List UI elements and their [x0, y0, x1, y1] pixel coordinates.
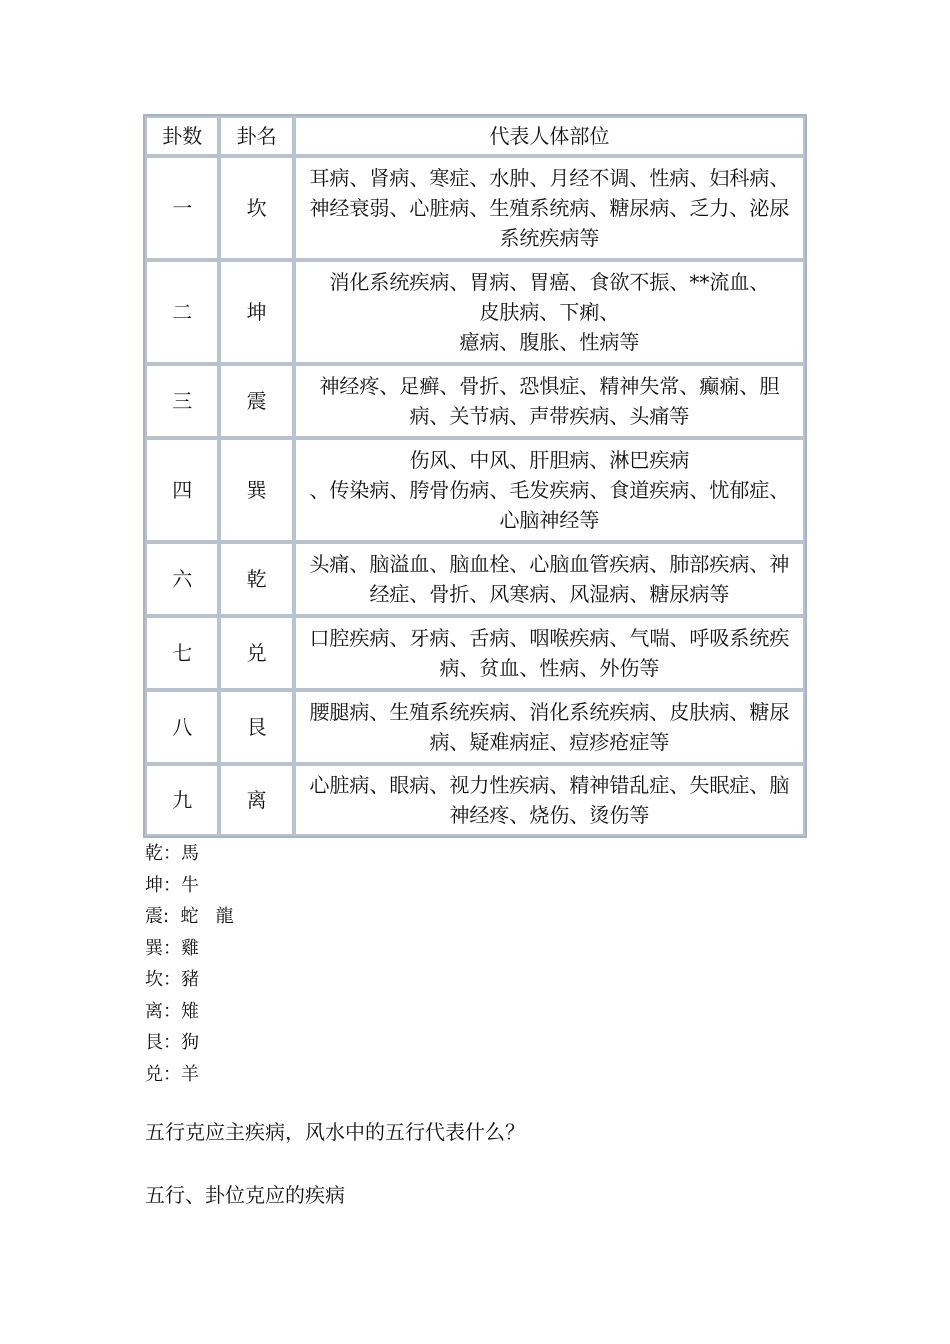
cell-body-part: 耳病、肾病、寒症、水肿、月经不调、性病、妇科病、神经衰弱、心脏病、生殖系统病、糖尿病、乏力、泌尿系统疾病等 [294, 156, 805, 260]
cell-gua-number: 二 [145, 260, 219, 364]
animal-line: 兑：羊 [145, 1063, 199, 1085]
table-row [145, 616, 805, 690]
cell-gua-name: 艮 [219, 690, 293, 764]
cell-gua-name: 坎 [219, 156, 293, 260]
table-row [145, 364, 805, 438]
cell-gua-number: 八 [145, 690, 219, 764]
cell-gua-number: 三 [145, 364, 219, 438]
table-body [145, 156, 805, 836]
animal-line: 震: 蛇 龍 [145, 906, 234, 927]
table-row [145, 260, 805, 364]
table-row [145, 764, 805, 836]
animal-line: 坤：牛 [145, 874, 199, 896]
table-row [145, 438, 805, 542]
trigram-disease-table [143, 114, 807, 838]
trigram-animal-list [145, 838, 545, 1090]
cell-gua-number: 六 [145, 542, 219, 616]
animal-line: 巽：雞 [145, 937, 199, 959]
animal-line: 坎：豬 [145, 969, 199, 990]
cell-gua-number: 一 [145, 156, 219, 260]
cell-body-part: 腰腿病、生殖系统疾病、消化系统疾病、皮肤病、糖尿病、疑难病症、痘疹疮症等 [294, 690, 805, 764]
cell-body-part: 神经疼、足癣、骨折、恐惧症、精神失常、癫痫、胆病、关节病、声带疾病、头痛等 [294, 364, 805, 438]
cell-gua-name: 震 [219, 364, 293, 438]
table-row [145, 690, 805, 764]
animal-line: 离：雉 [145, 1000, 199, 1022]
animal-line: 乾：馬 [145, 843, 199, 864]
cell-body-part: 伤风、中风、肝胆病、淋巴疾病 、传染病、胯骨伤病、毛发疾病、食道疾病、忧郁症、心脑神经等 [294, 438, 805, 542]
cell-gua-name: 坤 [219, 260, 293, 364]
cell-gua-name: 巽 [219, 438, 293, 542]
table-row [145, 542, 805, 616]
paragraph-heading: 五行、卦位克应的疾病 [145, 1183, 345, 1207]
table-row [145, 156, 805, 260]
cell-gua-number: 九 [145, 764, 219, 836]
cell-gua-name: 乾 [219, 542, 293, 616]
cell-gua-number: 七 [145, 616, 219, 690]
paragraph-question: 五行克应主疾病，风水中的五行代表什么？ [145, 1120, 525, 1144]
header-gua-number: 卦数 [145, 116, 219, 156]
cell-body-part: 心脏病、眼病、视力性疾病、精神错乱症、失眠症、脑神经疼、烧伤、烫伤等 [294, 764, 805, 836]
header-body-part: 代表人体部位 [294, 116, 805, 156]
header-gua-name: 卦名 [219, 116, 293, 156]
cell-body-part: 消化系统疾病、胃病、胃癌、食欲不振、**流血、 皮肤病、下痢、 癔病、腹胀、性病等 [294, 260, 805, 364]
cell-gua-name: 离 [219, 764, 293, 836]
table-header-row [145, 116, 805, 156]
cell-body-part: 口腔疾病、牙病、舌病、咽喉疾病、气喘、呼吸系统疾病、贫血、性病、外伤等 [294, 616, 805, 690]
cell-gua-number: 四 [145, 438, 219, 542]
animal-line: 艮：狗 [145, 1032, 199, 1053]
cell-body-part: 头痛、脑溢血、脑血栓、心脑血管疾病、肺部疾病、神经症、骨折、风寒病、风湿病、糖尿病等 [294, 542, 805, 616]
cell-gua-name: 兑 [219, 616, 293, 690]
